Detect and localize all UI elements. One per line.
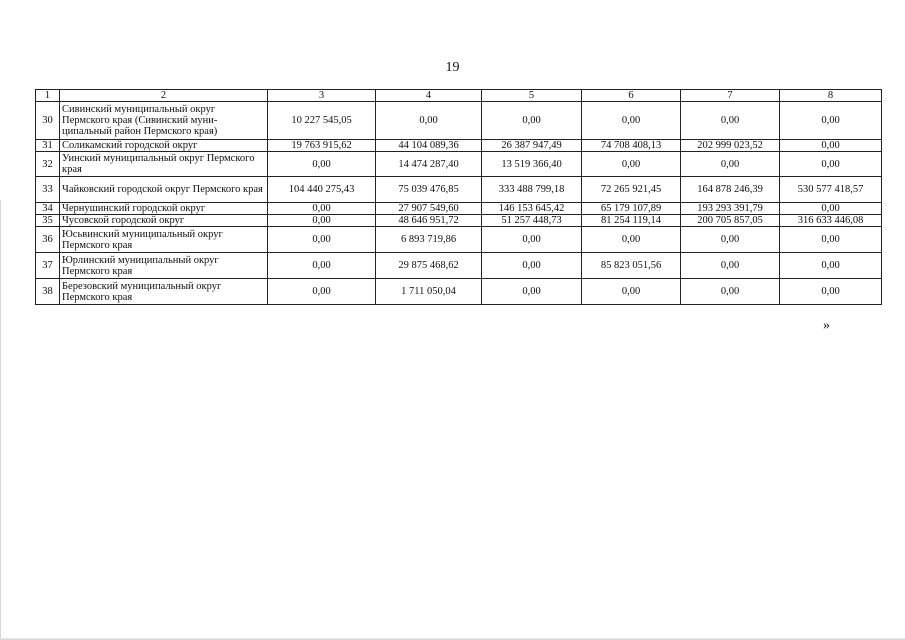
row-number: 37 <box>36 253 60 279</box>
column-header: 7 <box>681 90 780 102</box>
cell-col5: 26 387 947,49 <box>482 140 582 152</box>
municipality-name: Соликамский городской округ <box>60 140 268 152</box>
cell-col7: 0,00 <box>681 279 780 305</box>
cell-col5: 0,00 <box>482 279 582 305</box>
cell-col6: 74 708 408,13 <box>582 140 681 152</box>
cell-col4: 1 711 050,04 <box>376 279 482 305</box>
table-row <box>36 203 882 215</box>
cell-col5: 51 257 448,73 <box>482 215 582 227</box>
cell-col3: 19 763 915,62 <box>268 140 376 152</box>
cell-col8: 0,00 <box>780 203 882 215</box>
cell-col8: 0,00 <box>780 140 882 152</box>
cell-col8: 0,00 <box>780 253 882 279</box>
cell-col7: 0,00 <box>681 102 780 140</box>
cell-col6: 0,00 <box>582 227 681 253</box>
cell-col8: 0,00 <box>780 279 882 305</box>
cell-col5: 13 519 366,40 <box>482 152 582 177</box>
column-header: 1 <box>36 90 60 102</box>
data-table <box>35 89 882 305</box>
municipality-name: Юрлинский муниципальный округ Пермского края <box>60 253 268 279</box>
row-number: 30 <box>36 102 60 140</box>
cell-col7: 164 878 246,39 <box>681 177 780 203</box>
column-header: 8 <box>780 90 882 102</box>
table-row <box>36 215 882 227</box>
cell-col4: 29 875 468,62 <box>376 253 482 279</box>
municipality-name: Уинский муниципальный округ Пермского края <box>60 152 268 177</box>
cell-col8: 0,00 <box>780 102 882 140</box>
row-number: 31 <box>36 140 60 152</box>
cell-col4: 27 907 549,60 <box>376 203 482 215</box>
scan-edge-left <box>0 200 1 640</box>
cell-col4: 6 893 719,86 <box>376 227 482 253</box>
cell-col7: 200 705 857,05 <box>681 215 780 227</box>
cell-col8: 0,00 <box>780 152 882 177</box>
table-row <box>36 227 882 253</box>
table-row <box>36 253 882 279</box>
municipality-name: Сивинский муниципальный округ Пермского края (Сивинский муни-ципальный район Пермского края) <box>60 102 268 140</box>
municipality-name: Чусовской городской округ <box>60 215 268 227</box>
row-number: 36 <box>36 227 60 253</box>
cell-col6: 72 265 921,45 <box>582 177 681 203</box>
cell-col4: 14 474 287,40 <box>376 152 482 177</box>
row-number: 33 <box>36 177 60 203</box>
cell-col5: 0,00 <box>482 102 582 140</box>
cell-col3: 0,00 <box>268 253 376 279</box>
row-number: 35 <box>36 215 60 227</box>
cell-col5: 146 153 645,42 <box>482 203 582 215</box>
cell-col4: 44 104 089,36 <box>376 140 482 152</box>
cell-col3: 0,00 <box>268 227 376 253</box>
page-number: 19 <box>445 60 460 75</box>
cell-col8: 0,00 <box>780 227 882 253</box>
cell-col7: 0,00 <box>681 227 780 253</box>
table-row <box>36 140 882 152</box>
closing-quote-mark: » <box>823 318 830 333</box>
table-row <box>36 152 882 177</box>
cell-col3: 104 440 275,43 <box>268 177 376 203</box>
cell-col4: 48 646 951,72 <box>376 215 482 227</box>
cell-col6: 0,00 <box>582 279 681 305</box>
municipality-name: Чайковский городской округ Пермского края <box>60 177 268 203</box>
table-row <box>36 177 882 203</box>
municipality-name: Чернушинский городской округ <box>60 203 268 215</box>
cell-col4: 75 039 476,85 <box>376 177 482 203</box>
cell-col7: 0,00 <box>681 253 780 279</box>
cell-col6: 0,00 <box>582 152 681 177</box>
cell-col3: 0,00 <box>268 152 376 177</box>
cell-col3: 0,00 <box>268 279 376 305</box>
cell-col8: 316 633 446,08 <box>780 215 882 227</box>
cell-col7: 193 293 391,79 <box>681 203 780 215</box>
table-row <box>36 279 882 305</box>
column-header: 5 <box>482 90 582 102</box>
cell-col6: 0,00 <box>582 102 681 140</box>
cell-col3: 10 227 545,05 <box>268 102 376 140</box>
cell-col7: 0,00 <box>681 152 780 177</box>
cell-col7: 202 999 023,52 <box>681 140 780 152</box>
cell-col3: 0,00 <box>268 215 376 227</box>
table-body <box>36 90 882 305</box>
cell-col5: 333 488 799,18 <box>482 177 582 203</box>
cell-col6: 65 179 107,89 <box>582 203 681 215</box>
cell-col8: 530 577 418,57 <box>780 177 882 203</box>
cell-col5: 0,00 <box>482 227 582 253</box>
column-header: 2 <box>60 90 268 102</box>
municipality-name: Березовский муниципальный округ Пермского края <box>60 279 268 305</box>
cell-col6: 85 823 051,56 <box>582 253 681 279</box>
row-number: 38 <box>36 279 60 305</box>
row-number: 34 <box>36 203 60 215</box>
row-number: 32 <box>36 152 60 177</box>
cell-col4: 0,00 <box>376 102 482 140</box>
column-header: 4 <box>376 90 482 102</box>
table-row <box>36 102 882 140</box>
table-header-row <box>36 90 882 102</box>
cell-col3: 0,00 <box>268 203 376 215</box>
cell-col5: 0,00 <box>482 253 582 279</box>
cell-col6: 81 254 119,14 <box>582 215 681 227</box>
municipality-name: Юсьвинский муниципальный округ Пермского края <box>60 227 268 253</box>
column-header: 3 <box>268 90 376 102</box>
column-header: 6 <box>582 90 681 102</box>
